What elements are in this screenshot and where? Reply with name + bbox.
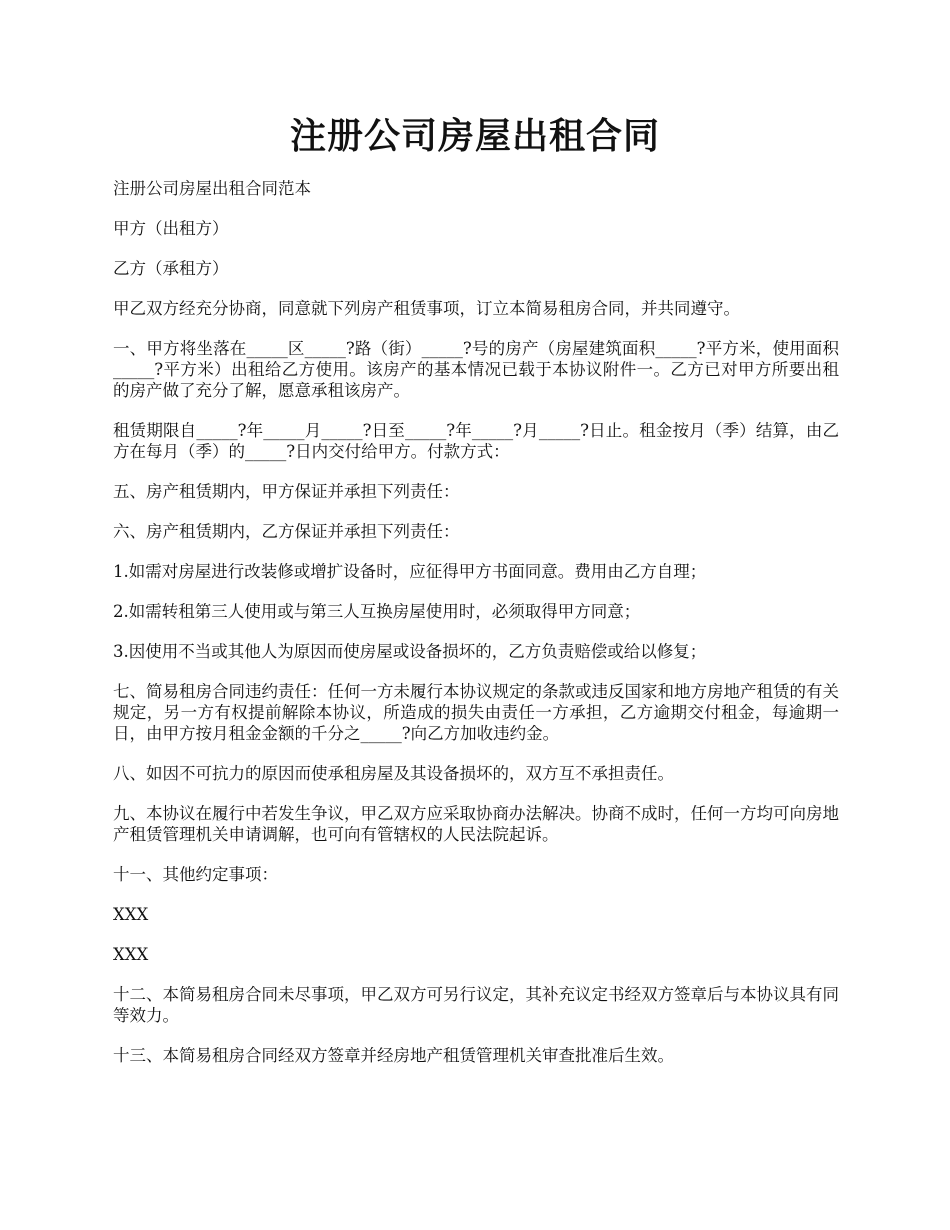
paragraph-clause-12: 十二、本简易租房合同未尽事项，甲乙双方可另行议定，其补充议定书经双方签章后与本协议具有同等效力。 bbox=[113, 985, 839, 1025]
paragraph-party-a: 甲方（出租方） bbox=[113, 219, 229, 238]
paragraph-clause-5: 五、房产租赁期内，甲方保证并承担下列责任： bbox=[113, 482, 460, 501]
paragraph-subtitle: 注册公司房屋出租合同范本 bbox=[113, 179, 311, 198]
paragraph-clause-11: 十一、其他约定事项： bbox=[113, 865, 278, 884]
document-body bbox=[113, 178, 839, 1085]
paragraph-party-b: 乙方（承租方） bbox=[113, 259, 229, 278]
paragraph-clause-13: 十三、本简易租房合同经双方签章并经房地产租赁管理机关审查批准后生效。 bbox=[113, 1046, 674, 1065]
paragraph-clause-7: 七、简易租房合同违约责任：任何一方未履行本协议规定的条款或违反国家和地方房地产租赁的有关规定，另一方有权提前解除本协议，所造成的损失由责任一方承担，乙方逾期交付租金，每逾期一日，由甲方按月租金金额的千分之_____?向乙方加收违约金。 bbox=[113, 682, 839, 743]
paragraph-placeholder-1: XXX bbox=[113, 905, 149, 924]
paragraph-clause-8: 八、如因不可抗力的原因而使承租房屋及其设备损坏的，双方互不承担责任。 bbox=[113, 764, 674, 783]
paragraph-item-3: 3.因使用不当或其他人为原因而使房屋或设备损坏的，乙方负责赔偿或给以修复； bbox=[113, 642, 707, 661]
paragraph-lease-term: 租赁期限自_____?年_____月_____?日至_____?年_____?月_____?日止。租金按月（季）结算，由乙方在每月（季）的_____?日内交付给甲方。付款方式： bbox=[113, 421, 839, 461]
paragraph-clause-9: 九、本协议在履行中若发生争议，甲乙双方应采取协商办法解决。协商不成时，任何一方均可向房地产租赁管理机关申请调解，也可向有管辖权的人民法院起诉。 bbox=[113, 804, 839, 844]
paragraph-clause-6: 六、房产租赁期内，乙方保证并承担下列责任： bbox=[113, 522, 460, 541]
paragraph-item-2: 2.如需转租第三人使用或与第三人互换房屋使用时，必须取得甲方同意； bbox=[113, 602, 641, 621]
paragraph-clause-1: 一、甲方将坐落在_____区_____?路（街）_____?号的房产（房屋建筑面积_____?平方米，使用面积_____?平方米）出租给乙方使用。该房产的基本情况已载于本协议附件一。乙方已对甲方所要出租的房产做了充分了解，愿意承租该房产。 bbox=[113, 339, 839, 400]
paragraph-preamble: 甲乙双方经充分协商，同意就下列房产租赁事项，订立本简易租房合同，并共同遵守。 bbox=[113, 299, 740, 318]
paragraph-item-1: 1.如需对房屋进行改装修或增扩设备时，应征得甲方书面同意。费用由乙方自理； bbox=[113, 562, 707, 581]
document-title: 注册公司房屋出租合同 bbox=[289, 115, 660, 157]
paragraph-placeholder-2: XXX bbox=[113, 945, 149, 964]
